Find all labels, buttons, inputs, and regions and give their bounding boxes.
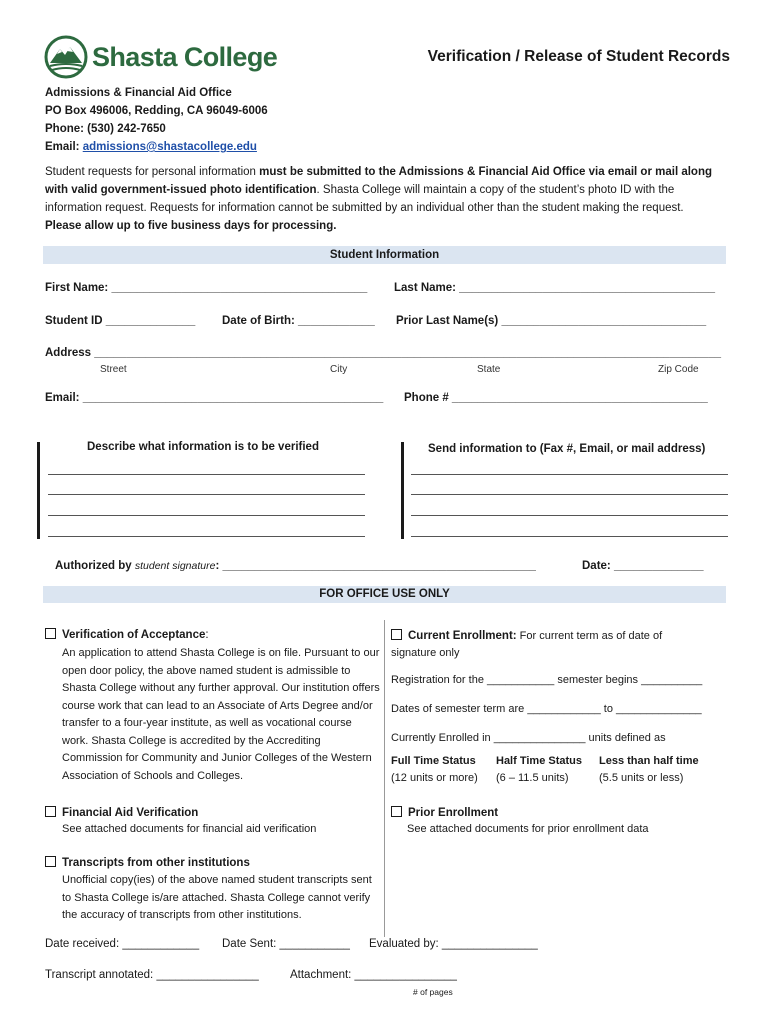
office-email-link[interactable]: admissions@shastacollege.edu — [82, 141, 257, 153]
half-time-sub: (6 – 11.5 units) — [496, 772, 569, 784]
full-time-title: Full Time Status — [391, 755, 476, 767]
attachment-field[interactable]: Attachment: ________________ — [290, 969, 457, 981]
half-time-title: Half Time Status — [496, 755, 582, 767]
office-name: Admissions & Financial Aid Office — [45, 87, 232, 99]
currently-enrolled-field[interactable]: Currently Enrolled in _______________ units defined as — [391, 732, 666, 744]
verify-info-heading: Describe what information is to be verified — [87, 441, 319, 453]
current-enrollment-body: For current term as of date of signature only — [391, 630, 663, 659]
acceptance-row[interactable] — [45, 628, 209, 641]
intro-paragraph — [45, 163, 720, 235]
prior-last-name-field[interactable]: Prior Last Name(s) ________________________________ — [396, 315, 707, 327]
first-name-field[interactable]: First Name: ________________________________________ — [45, 282, 368, 294]
transcript-annotated-field[interactable]: Transcript annotated: ________________ — [45, 969, 259, 981]
acceptance-colon: : — [205, 629, 209, 641]
half-time-status — [496, 753, 582, 787]
send-line-2[interactable] — [411, 494, 728, 495]
office-email-label: Email: — [45, 141, 83, 153]
authorized-signature-field[interactable] — [55, 560, 536, 572]
authorized-label: Authorized by — [55, 560, 135, 572]
num-pages-label: # of pages — [413, 987, 453, 997]
registration-field[interactable]: Registration for the ___________ semester begins __________ — [391, 674, 703, 686]
address-state-label: State — [477, 364, 501, 375]
send-line-1[interactable] — [411, 474, 728, 475]
address-street-label: Street — [100, 364, 127, 375]
email-field[interactable]: Email: _______________________________________________ — [45, 392, 384, 404]
phone-field[interactable]: Phone # ________________________________________ — [404, 392, 708, 404]
semester-dates-field[interactable]: Dates of semester term are ____________ to ______________ — [391, 703, 702, 715]
evaluated-by-field[interactable]: Evaluated by: _______________ — [369, 938, 538, 950]
address-city-label: City — [330, 364, 348, 375]
office-phone: Phone: (530) 242-7650 — [45, 123, 166, 135]
office-po-box: PO Box 496006, Redding, CA 96049-6006 — [45, 105, 268, 117]
transcripts-checkbox[interactable] — [45, 856, 56, 867]
mountain-logo-icon — [44, 35, 88, 79]
date-of-birth-field[interactable]: Date of Birth: ____________ — [222, 315, 375, 327]
office-divider — [384, 620, 385, 937]
office-use-band: FOR OFFICE USE ONLY — [43, 586, 726, 603]
last-name-field[interactable]: Last Name: ________________________________________ — [394, 282, 716, 294]
right-box-bar — [401, 442, 404, 539]
acceptance-title: Verification of Acceptance — [62, 629, 206, 641]
intro-text-1: Student requests for personal information — [45, 166, 260, 178]
current-enrollment-row[interactable] — [391, 628, 691, 662]
less-than-half-title: Less than half time — [599, 755, 699, 767]
date-received-field[interactable]: Date received: ____________ — [45, 938, 200, 950]
financial-aid-body: See attached documents for financial aid verification — [62, 823, 317, 835]
acceptance-body: An application to attend Shasta College is on file. Pursuant to our open door policy, the above named student is admissible to Shasta College without any further approval. Our institution offers course work that can lead to an Associate of Arts Degree and/or transfer to a four-year institute, as well as vocational course work. Shasta College is accredited by the Accrediting Commission for Community and Junior Colleges of the Western Association of Schools and Colleges. — [62, 647, 380, 782]
send-info-heading: Send information to (Fax #, Email, or mail address) — [428, 443, 706, 455]
less-than-half-sub: (5.5 units or less) — [599, 772, 684, 784]
logo-text: Shasta College — [92, 41, 278, 72]
acceptance-checkbox[interactable] — [45, 628, 56, 639]
student-information-band: Student Information — [43, 246, 726, 264]
prior-enrollment-title: Prior Enrollment — [408, 807, 499, 819]
transcripts-title: Transcripts from other institutions — [62, 857, 250, 869]
logo — [44, 34, 277, 80]
intro-text-2: must be submitted to the Admissions & Financial Aid Office via email or mail along with valid government-issued photo identification — [45, 166, 712, 196]
prior-enrollment-row[interactable] — [391, 806, 498, 819]
verify-line-2[interactable] — [48, 494, 365, 495]
less-than-half-status — [599, 753, 699, 787]
current-enrollment-title: Current Enrollment: — [408, 630, 517, 642]
verify-line-4[interactable] — [48, 536, 365, 537]
intro-text-4: Please allow up to five business days for processing. — [45, 220, 337, 232]
verify-line-1[interactable] — [48, 474, 365, 475]
current-enrollment-checkbox[interactable] — [391, 629, 402, 640]
left-box-bar — [37, 442, 40, 539]
financial-aid-row[interactable] — [45, 806, 198, 819]
send-line-3[interactable] — [411, 515, 728, 516]
office-email-row — [45, 138, 268, 156]
financial-aid-checkbox[interactable] — [45, 806, 56, 817]
address-field[interactable]: Address __________________________________________________________________________________________________ — [45, 347, 721, 359]
prior-enrollment-checkbox[interactable] — [391, 806, 402, 817]
authorized-italic: student signature — [134, 560, 216, 572]
student-id-field[interactable]: Student ID ______________ — [45, 315, 196, 327]
intro-text-3: . Shasta College will maintain a copy of the student’s photo ID with the information request. Requests for information cannot be submitted by an individual other than the student making the request. — [45, 184, 684, 214]
document-title: Verification / Release of Student Records — [427, 48, 730, 65]
financial-aid-title: Financial Aid Verification — [62, 807, 199, 819]
full-time-status — [391, 753, 478, 787]
transcripts-body: Unofficial copy(ies) of the above named student transcripts sent to Shasta College is/are attached. Shasta College cannot verify the accuracy of transcripts from other institutions. — [62, 874, 372, 921]
signature-date-field[interactable]: Date: ______________ — [582, 560, 704, 572]
transcripts-row[interactable] — [45, 856, 250, 869]
prior-enrollment-body: See attached documents for prior enrollment data — [407, 823, 649, 835]
full-time-sub: (12 units or more) — [391, 772, 478, 784]
date-sent-field[interactable]: Date Sent: ___________ — [222, 938, 350, 950]
verify-line-3[interactable] — [48, 515, 365, 516]
send-line-4[interactable] — [411, 536, 728, 537]
authorized-line: : _________________________________________________ — [215, 560, 536, 572]
address-zip-label: Zip Code — [658, 364, 699, 375]
office-contact-block — [45, 84, 268, 156]
